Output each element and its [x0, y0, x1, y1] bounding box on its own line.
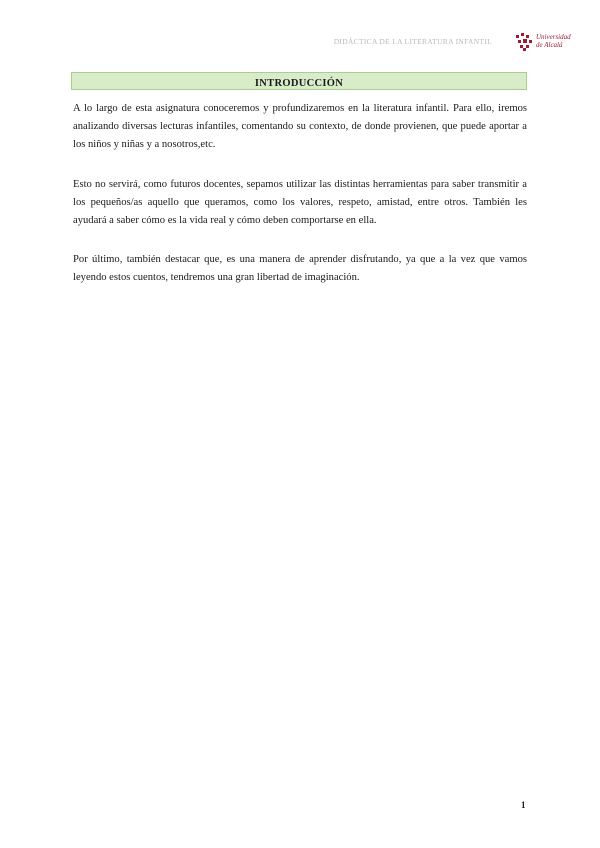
logo-line-2: de Alcalá [536, 41, 563, 49]
page-number: 1 [521, 800, 526, 810]
paragraph-1: A lo largo de esta asignatura conoceremos y profundizaremos en la literatura infantil. Para ello, iremos analizando diversas lecturas infantiles, comentando su contexto, de donde provienen, que puede aportar a los niños y niñas y a nosotros,etc. [73, 103, 527, 151]
running-title: DIDÁCTICA DE LA LITERATURA INFANTIL [333, 37, 492, 46]
paragraph-3: Por último, también destacar que, es una manera de aprender disfrutando, ya que a la vez que vamos leyendo estos cuentos, tendremos una gran libertad de imaginación. [73, 254, 527, 284]
page-header [0, 30, 600, 56]
university-logo [514, 32, 576, 54]
logo-line-1: Universidad [536, 33, 571, 41]
body-content [73, 100, 527, 309]
paragraph-2: Esto no servirá, como futuros docentes, sepamos utilizar las distintas herramientas para saber transmitir a los pequeños/as aquello que queramos, como los valores, respeto, amistad, entre otros. También les ayudará a saber cómo es la vida real y cómo deben comportarse en ella. [73, 178, 527, 227]
section-title-bar [71, 72, 527, 90]
logo-wordmark [536, 33, 571, 49]
university-emblem-icon [514, 32, 536, 52]
section-title: INTRODUCCIÓN [254, 78, 344, 89]
